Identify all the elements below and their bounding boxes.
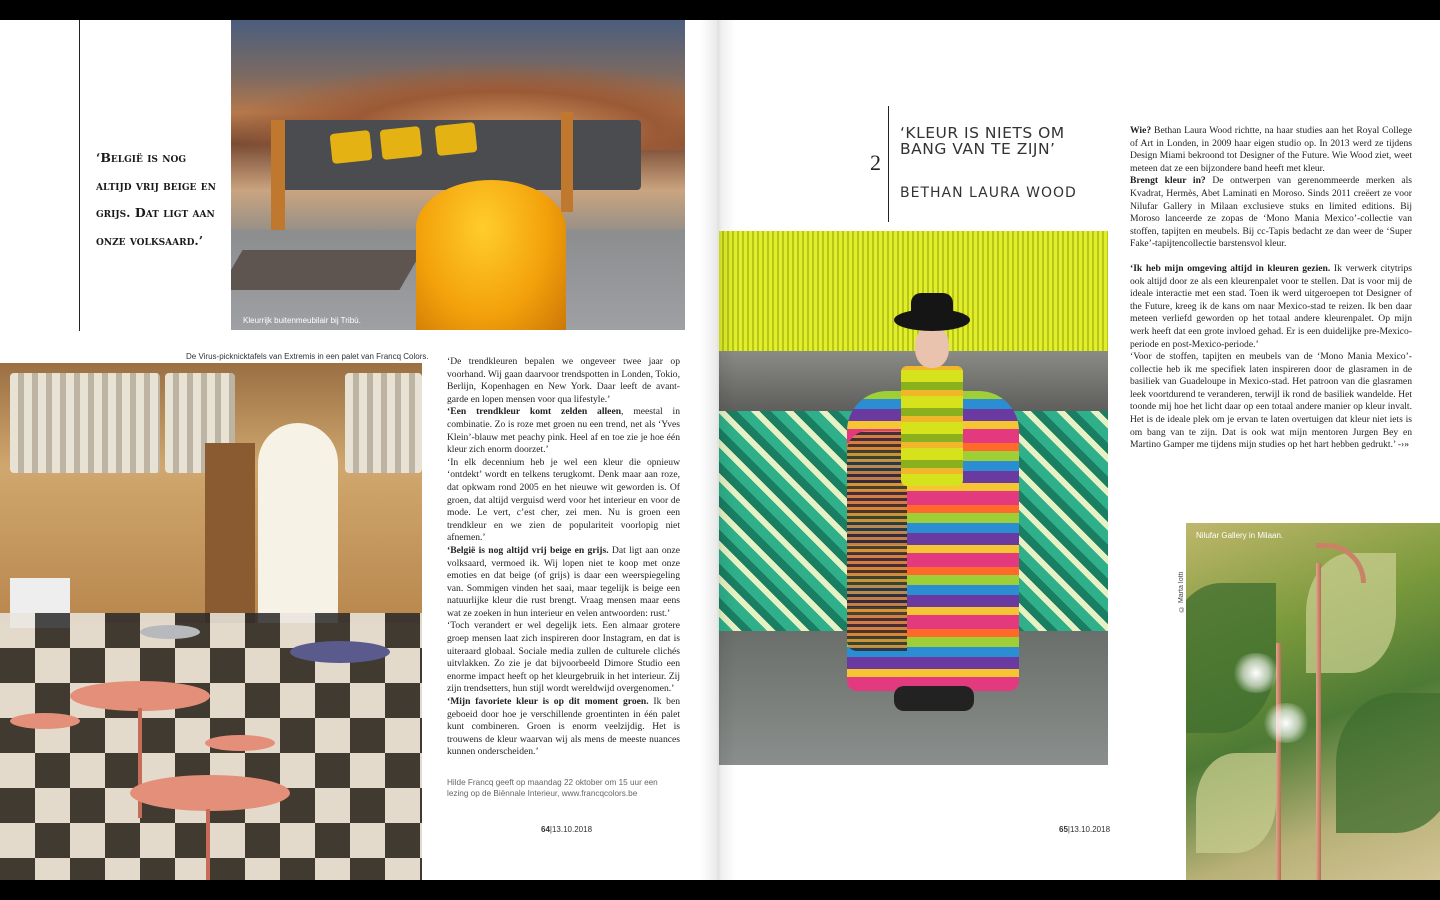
article-body-right [1130, 125, 1412, 452]
lecture-note: Hilde Francq geeft op maandag 22 oktober om 15 uur een lezing op de Biënnale Interieur, www.francqcolors.be [447, 778, 658, 798]
photo-portrait-bethan-laura-wood [719, 231, 1108, 765]
pull-quote-rule [79, 20, 80, 331]
photo3-face [915, 326, 949, 368]
photo2-table [290, 641, 390, 663]
body-paragraph: ‘Een trendkleur komt zelden alleen, meestal in combinatie. Zo is roze met groen nu een trend, net als ‘Yves Klein’-blauw met peachy pink. Heel af en toe zie je hoe één kleur zich enorm doorzet.’ [447, 406, 680, 456]
photo2-table [140, 625, 200, 639]
photo1-sofa-arm [561, 112, 573, 212]
photo-picnic-tables-hall [0, 363, 422, 880]
body-paragraph: ‘De trendkleuren bepalen we ongeveer twee jaar op voorhand. Wij gaan daarvoor trendspotten in Londen, Tokio, Berlijn, Kopenhagen en New York. Daar leeft de avant-garde en lopen mensen voor qua lifestyle.’ [447, 356, 680, 405]
photo2-door [205, 443, 255, 623]
photo4-caption: Nilufar Gallery in Milaan. [1196, 531, 1284, 540]
photo3-scarf [901, 366, 963, 486]
photo2-stool [205, 735, 275, 751]
photo3-coat-panel [847, 431, 907, 651]
article-subtitle: BETHAN LAURA WOOD [900, 185, 1077, 201]
photo1-pillow [435, 122, 478, 156]
photo4-leaf [1336, 693, 1440, 833]
body-paragraph: ‘België is nog altijd vrij beige en grijs. Dat ligt aan onze volksaard, vermoed ik. Wij lopen niet te koop met onze emoties en dat beige (of grijs) is daar een weerspiegeling van. Sommigen vinden het saai, maar tegelijk is beige een natuurlijke kleur die rust brengt. Vraag mensen maar eens wat ze zoeken in hun interieur en velen antwoorden: rust.’ [447, 544, 680, 619]
photo2-table [70, 681, 210, 711]
photo2-table-leg [206, 809, 210, 880]
photo-credit: © Marta Iotti [1178, 571, 1185, 612]
body-paragraph: ‘Ik heb mijn omgeving altijd in kleuren gezien. Ik verwerk citytrips ook altijd door ze als een kleurenpalet voor te stellen. Dat is voor mij de ideale interactie met een stad. Toen ik werd uitgeroepen tot Designer of the Future, kreeg ik de kans om naar Mexico-stad te reizen. Ik ben daar meteen verliefd geworden op het totaal andere kleurenpalet. Op mijn werk heeft dat een grote invloed gehad. Er is een duidelijke pre-Mexico-periode en post-Mexico-periode.’ [1130, 262, 1412, 350]
photo1-rug [231, 250, 423, 290]
photo4-lamp-pole [1316, 563, 1321, 880]
body-paragraph: ‘Voor de stoffen, tapijten en meubels van de ‘Mono Mania Mexico’-collectie heb ik me specifiek laten inspireren door de glasramen in de basiliek van Guadeloupe in Mexico-stad. Het patroon van die glasramen leek voortdurend te veranderen, terwijl ik rond de basiliek wandelde. Het toonde mij hoe het licht daar op een totaal andere manier op kleur invalt. Het is de ideale plek om je ervan te laten overtuigen dat kleur niet iets is om bang van te zijn. Dat is ook wat mijn mentoren Jurgen Bey en Martino Gamper me tijdens mijn studies op het hart hebben gedrukt.’ -›» [1130, 351, 1412, 451]
photo2-caption: De Virus-picknicktafels van Extremis in een palet van Francq Colors. [186, 352, 429, 361]
title-rule [888, 106, 889, 222]
body-paragraph: ‘In elk decennium heb je wel een kleur die opnieuw ‘ontdekt’ wordt en telkens terugkomt. Denk maar aan roze, dat opkwam rond 2005 en het nieuwe wit geworden is. Of groen, dat altijd verguisd werd voor het interieur en voor de mode. Le vert, c’est cher, zei men. Nu is groen een trendkleur en we zien de populariteit voorlopig niet afnemen.’ [447, 456, 680, 544]
folio-left: 64|13.10.2018 [541, 825, 593, 834]
photo1-sofa-arm [271, 120, 285, 230]
photo4-glass-shade [1231, 653, 1281, 693]
photo2-table [130, 775, 290, 811]
photo3-shoes [894, 686, 974, 711]
page-right [718, 20, 1440, 880]
photo-nilufar-gallery [1186, 523, 1440, 880]
photo4-lamp-arc [1316, 543, 1366, 583]
photo2-stool [10, 713, 80, 729]
pull-quote: ‘België is nog altijd vrij beige en grijs. Dat ligt aan onze volksaard.’ [96, 150, 216, 248]
photo4-glass-shade [1261, 703, 1311, 743]
body-paragraph: Wie? Bethan Laura Wood richtte, na haar studies aan het Royal College of Art in Londen, in 2009 haar eigen studio op. In 2013 werd ze tijdens Design Miami bekroond tot Designer of the Future. Wie Wood ziet, weet meteen dat ze een bijzondere band heeft met kleur. [1130, 125, 1412, 174]
body-paragraph: Brengt kleur in? De ontwerpen van gerenommeerde merken als Kvadrat, Hermès, Abet Laminati en Moroso. Sinds 2011 creëert ze voor Nilufar Gallery in Milaan exclusieve stuks en limited editions. Bij Moroso lanceerde ze zopas de ‘Mono Mania Mexico’-collectie van stoffen, tapijten en meubels. Bij cc-Tapis bedacht ze dan weer de ‘Super Fake’-tapijtencollectie barstensvol kleur. [1130, 175, 1413, 250]
photo-outdoor-furniture [231, 20, 685, 330]
photo1-caption: Kleurrijk buitenmeubilair bij Tribù. [243, 316, 361, 325]
body-paragraph: ‘Mijn favoriete kleur is op dit moment groen. Ik ben geboeid door hoe je verschillende groentinten in één palet kunt combineren. Groen is enorm veelzijdig. Het is trouwens de kleur waarvan wij als mens de meeste nuances kunnen onderscheiden.’ [447, 696, 681, 758]
photo2-frieze [345, 373, 422, 473]
photo4-leaf [1196, 753, 1276, 853]
photo3-hat-brim [894, 309, 970, 331]
photo1-pillow [380, 126, 423, 160]
article-body-left [447, 356, 680, 759]
photo2-arch [258, 423, 338, 623]
photo1-ottoman [416, 180, 566, 330]
photo2-frieze [10, 373, 160, 473]
section-number: 2 [870, 150, 881, 175]
article-title: ‘KLEUR IS NIETS OM BANG VAN TE ZIJN’ [900, 124, 1065, 158]
photo1-pillow [330, 130, 373, 164]
body-paragraph: ‘Toch verandert er wel degelijk iets. Een almaar grotere groep mensen laat zich inspireren door Instagram, en dat is uiteraard globaal. Sociale media zullen de culturele clichés uitvlakken. Zo zie je dat bijvoorbeeld Dimore Studio een enorme impact heeft op het kleurgebruik in het interieur. Zij zijn trendsetters, hun stijl wordt wereldwijd overgenomen.’ [447, 620, 680, 695]
page-left [0, 20, 718, 880]
folio-right: 65|13.10.2018 [1059, 825, 1111, 834]
